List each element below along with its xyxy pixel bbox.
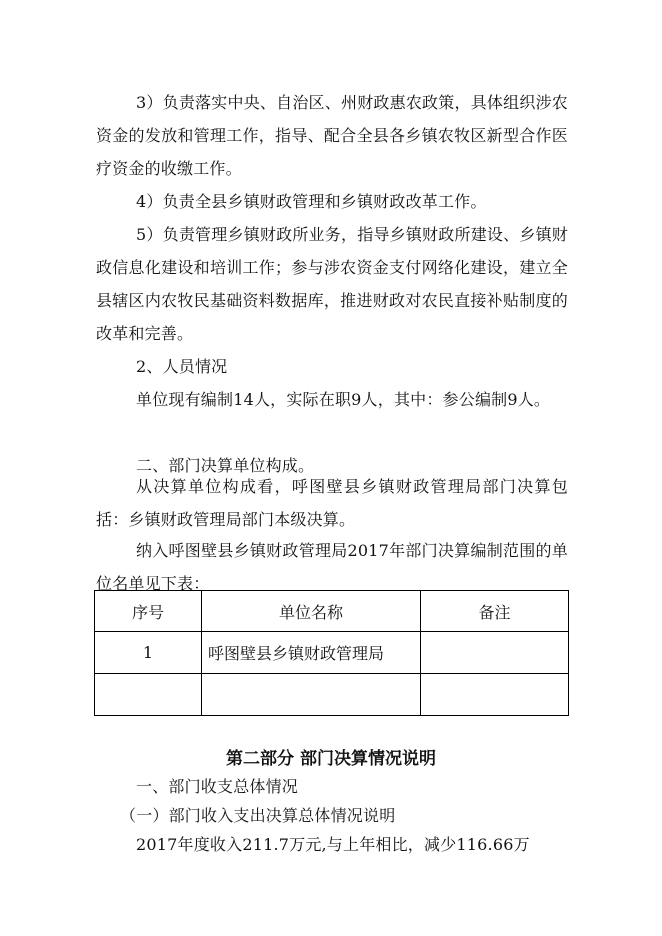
cell-serial-number	[95, 674, 202, 716]
staff-section-title: 2、人员情况	[136, 357, 228, 376]
scope-paragraph: 纳入呼图壁县乡镇财政管理局2017年部门决算编制范围的单位名单见下表：	[96, 541, 568, 593]
duty-paragraph-4: 4）负责全县乡镇财政管理和乡镇财政改革工作。	[136, 192, 487, 211]
cell-unit-name	[202, 674, 421, 716]
cell-remarks	[421, 674, 569, 716]
revenue-paragraph: 2017年度收入211.7万元,与上年相比，减少116.66万	[136, 835, 530, 854]
composition-section-title: 二、部门决算单位构成。	[136, 456, 315, 475]
header-remarks: 备注	[421, 591, 569, 632]
cell-remarks	[421, 632, 569, 674]
table-header-row	[95, 591, 569, 632]
table-row	[95, 674, 569, 716]
header-unit-name: 单位名称	[202, 591, 421, 632]
composition-paragraph: 从决算单位构成看，呼图壁县乡镇财政管理局部门决算包括：乡镇财政管理局部门本级决算。	[96, 477, 568, 529]
cell-unit-name: 呼图壁县乡镇财政管理局	[202, 632, 421, 674]
table-row	[95, 632, 569, 674]
header-serial-number: 序号	[95, 591, 202, 632]
staff-paragraph: 单位现有编制14人，实际在职9人，其中：参公编制9人。	[136, 390, 551, 409]
part-two-title: 第二部分 部门决算情况说明	[226, 749, 436, 769]
duty-paragraph-3: 3）负责落实中央、自治区、州财政惠农政策，具体组织涉农资金的发放和管理工作，指导、配合全县各乡镇农牧区新型合作医疗资金的收缴工作。	[96, 93, 568, 178]
revenue-expenditure-subtitle: （一）部门收入支出决算总体情况说明	[120, 806, 396, 825]
cell-serial-number: 1	[95, 632, 202, 674]
duty-paragraph-5: 5）负责管理乡镇财政所业务，指导乡镇财政所建设、乡镇财政信息化建设和培训工作；参与涉农资金支付网络化建设，建立全县辖区内农牧民基础资料数据库，推进财政对农民直接补贴制度的改革和完善。	[96, 225, 568, 343]
revenue-expenditure-title: 一、部门收支总体情况	[136, 777, 299, 796]
unit-list-table	[94, 590, 569, 716]
